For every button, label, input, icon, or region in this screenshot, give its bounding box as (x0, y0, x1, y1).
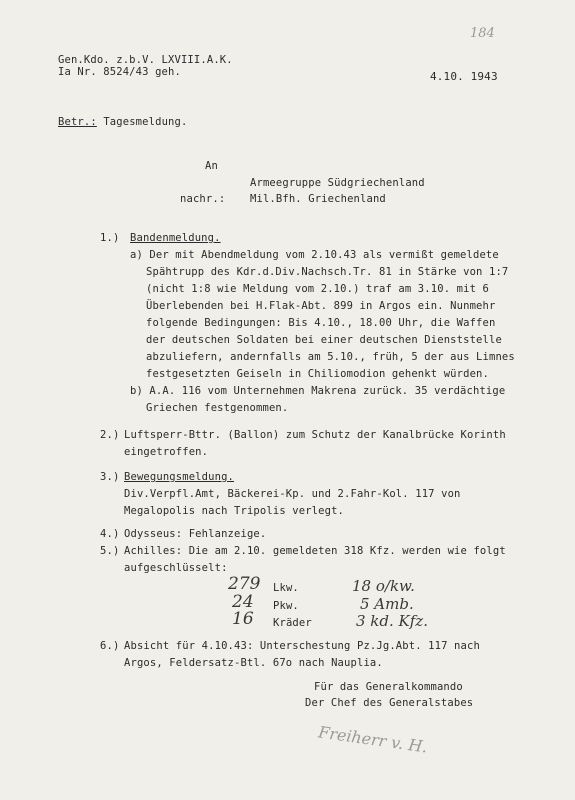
section-3-number: 3.) (100, 471, 120, 483)
vehicle-count: 24 (232, 592, 254, 612)
signature-line-1: Für das Generalkommando (314, 681, 463, 693)
section-6-line: Absicht für 4.10.43: Unterschestung Pz.Jg.Abt. 117 nach (124, 640, 480, 652)
header-date: 4.10. 1943 (430, 70, 498, 83)
vehicle-count: 279 (228, 574, 261, 594)
header-unit: Gen.Kdo. z.b.V. LXVIII.A.K. (58, 54, 233, 66)
section-1b-line: b) A.A. 116 vom Unternehmen Makrena zurück. 35 verdächtige (130, 385, 506, 397)
section-1a-line: (nicht 1:8 wie Meldung vom 2.10.) traf am 3.10. mit 6 (146, 283, 489, 295)
section-2-number: 2.) (100, 429, 120, 441)
vehicle-label: Kräder (273, 617, 312, 629)
recipient-an: An (205, 160, 218, 172)
vehicle-note: 3 kd. Kfz. (356, 612, 428, 630)
recipient-secondary: Mil.Bfh. Griechenland (250, 193, 386, 205)
section-1-number: 1.) (100, 232, 120, 244)
section-1a-line: Überlebenden bei H.Flak-Abt. 899 in Argos ein. Nunmehr (146, 300, 496, 312)
section-1a-line: der deutschen Soldaten bei einer deutschen Dienststelle (146, 334, 502, 346)
section-5-line: aufgeschlüsselt: (124, 562, 228, 574)
section-5-number: 5.) (100, 545, 120, 557)
subject-text: Tagesmeldung. (103, 116, 188, 128)
section-4-line: Odysseus: Fehlanzeige. (124, 528, 267, 540)
vehicle-note: 18 o/kw. (352, 577, 415, 595)
recipient-primary: Armeegruppe Südgriechenland (250, 177, 425, 189)
signature-line-2: Der Chef des Generalstabes (305, 697, 474, 709)
section-6-number: 6.) (100, 640, 120, 652)
vehicle-count: 16 (232, 609, 254, 629)
section-4-number: 4.) (100, 528, 120, 540)
vehicle-label: Lkw. (273, 582, 299, 594)
subject (58, 116, 187, 128)
vehicle-note: 5 Amb. (360, 595, 414, 613)
subject-label: Betr.: (58, 116, 97, 128)
section-6-line: Argos, Feldersatz-Btl. 67o nach Nauplia. (124, 657, 383, 669)
pencil-mark: 184 (470, 26, 495, 41)
section-5-line: Achilles: Die am 2.10. gemeldeten 318 Kfz. werden wie folgt (124, 545, 506, 557)
section-1b-line: Griechen festgenommen. (146, 402, 289, 414)
section-1a-line: festgesetzten Geiseln in Chiliomodion gehenkt würden. (146, 368, 489, 380)
section-1a-line: abzuliefern, andernfalls am 5.10., früh, 5 der aus Limnes (146, 351, 515, 363)
section-3-title: Bewegungsmeldung. (124, 471, 235, 483)
section-2-line: Luftsperr-Bttr. (Ballon) zum Schutz der Kanalbrücke Korinth (124, 429, 506, 441)
section-1a-line: folgende Bedingungen: Bis 4.10., 18.00 Uhr, die Waffen (146, 317, 496, 329)
section-3-line: Div.Verpfl.Amt, Bäckerei-Kp. und 2.Fahr-Kol. 117 von (124, 488, 461, 500)
recipient-nachr-label: nachr.: (180, 193, 226, 205)
section-1a-line: Spähtrupp des Kdr.d.Div.Nachsch.Tr. 81 in Stärke von 1:7 (146, 266, 509, 278)
section-1a-line: a) Der mit Abendmeldung vom 2.10.43 als vermißt gemeldete (130, 249, 499, 261)
section-1-title: Bandenmeldung. (130, 232, 221, 244)
signature-scrawl: Freiherr v. H. (317, 722, 429, 757)
section-2-line: eingetroffen. (124, 446, 209, 458)
vehicle-label: Pkw. (273, 600, 299, 612)
header-reference: Ia Nr. 8524/43 geh. (58, 66, 181, 78)
section-3-line: Megalopolis nach Tripolis verlegt. (124, 505, 345, 517)
